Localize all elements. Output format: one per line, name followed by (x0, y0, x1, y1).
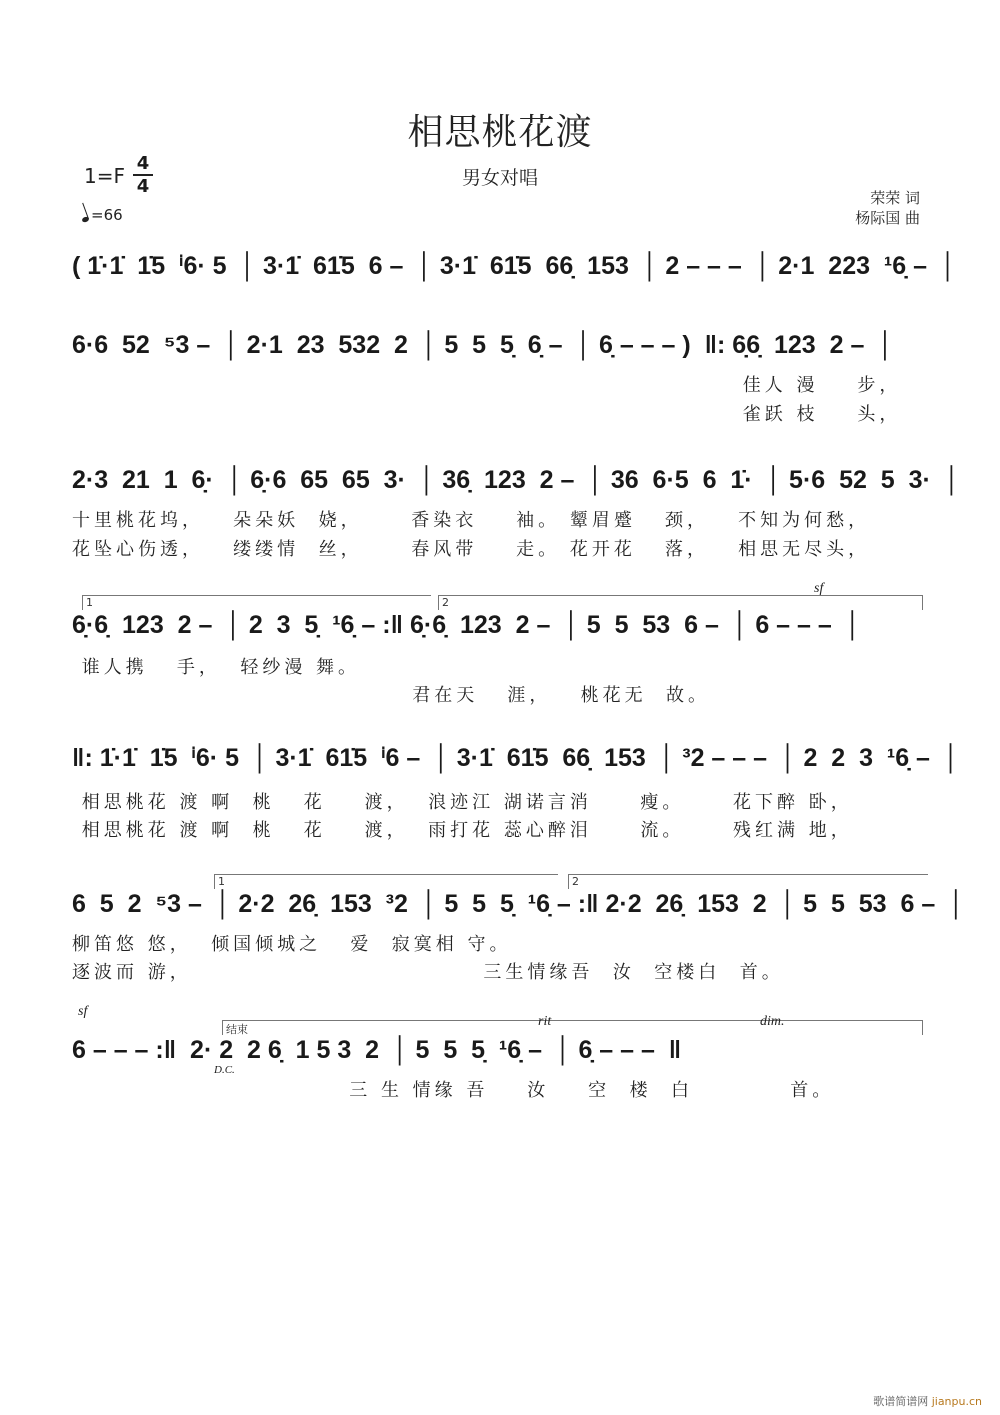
lyrics-verse-1: 柳笛悠 悠， 倾国倾城之 爱 寂寞相 守。 (72, 934, 512, 955)
score-line-6 (72, 875, 965, 983)
volta-1: 1 (214, 874, 558, 889)
time-sig-top: 4 (136, 153, 150, 174)
lyrics-verse-2: 花坠心伤透， 缕缕情 丝， 春风带 走。 花开花 落， 相思无尽头， (72, 539, 871, 560)
tempo-value: =66 (91, 206, 123, 224)
lyrics-verse-2: 逐波而 游， 三生情缘吾 汝 空楼白 首。 (72, 962, 784, 983)
tempo-marking (82, 206, 123, 224)
song-subtitle: 男女对唱 (461, 167, 538, 189)
lyricist: 荣荣 词 (870, 189, 920, 207)
lyrics-verse-2: 相思桃花 渡 啊 桃 花 渡， 雨打花 蕊心醉泪 流。 残红满 地， (72, 820, 853, 841)
time-signature (133, 154, 153, 196)
notation: 6̣·6̣ 123 2 – │ 2 3 5̣ ¹6̣ – :‖ 6̣·6̣ 123 2 – │ 5 5 53 6 – │ 6 – – – │ (72, 610, 862, 639)
time-sig-bottom: 4 (136, 176, 150, 197)
notation: 6 5 2 ⁵3 – │ 2·2 26̣ 153 ³2 │ 5 5 5̣ ¹6̣ – :‖ 2·2 26̣ 153 2 │ 5 5 53 6 – │ (72, 889, 965, 918)
watermark-url: jianpu.cn (931, 1395, 982, 1408)
dynamic-sf: sf (78, 1004, 88, 1019)
key-signature: 1=F (84, 164, 125, 188)
score-line-7 (72, 1004, 928, 1101)
dynamic-dim: dim. (760, 1014, 785, 1029)
notation: 6 – – – :‖ 2· 2 2 6̣ 1 5 3 2 │ 5 5 5̣ ¹6̣ – │ 6̣ – – – ‖ (72, 1035, 682, 1064)
score-line-5 (72, 738, 960, 841)
quarter-note-icon (81, 216, 89, 223)
composer: 杨际国 曲 (855, 209, 920, 227)
lyrics-verse-2: 君在天 涯， 桃花无 故。 (72, 685, 711, 706)
watermark (873, 1393, 982, 1409)
notation: ‖: 1̇·1̇ 1̇5 ⁱ6· 5 │ 3·1̇ 61̇5 ⁱ6 – │ 3·1̇ 61̇5 66̣ 153 │ ³2 – – – │ 2 2 3 ¹6̣ – │ (72, 744, 960, 772)
dynamic-sf: sf (814, 581, 824, 596)
tempo-rit: rit (538, 1014, 552, 1029)
score-line-4 (72, 581, 928, 706)
lyrics-verse-1: 佳人 漫 步， (72, 375, 902, 396)
watermark-site-name: 歌谱简谱网 (873, 1395, 929, 1408)
volta-2: 2 (438, 595, 923, 610)
lyrics-verse-2: 雀跃 枝 头， (72, 404, 902, 425)
da-capo: D.C. (214, 1064, 235, 1076)
notation: ( 1̇·1̇ 1̇5 ⁱ6· 5 │ 3·1̇ 61̇5 6 – │ 3·1̇ 61̇5 66̣ 153 │ 2 – – – │ 2·1 223 ¹6̣ – │ (72, 252, 957, 280)
lyrics-verse-1: 三 生 情缘 吾 汝 空 楼 白 首。 (252, 1080, 835, 1101)
notation: 2·3 21 1 6̣· │ 6̣·6 65 65 3· │ 36̣ 123 2 – │ 36 6·5 6 1̇· │ 5·6 52 5 3· │ (72, 465, 961, 494)
volta-2: 2 (568, 874, 928, 889)
score-line-3 (72, 460, 961, 560)
lyrics-verse-1: 十里桃花坞， 朵朵妖 娆， 香染衣 袖。 颦眉蹙 颈， 不知为何愁， (72, 510, 871, 531)
volta-ending: 结束 (222, 1020, 923, 1035)
song-title: 相思桃花渡 (407, 112, 593, 153)
score-line-2 (72, 325, 928, 425)
volta-1: 1 (82, 595, 431, 610)
lyrics-verse-1: 谁人携 手， 轻纱漫 舞。 (72, 657, 361, 678)
lyrics-verse-1: 相思桃花 渡 啊 桃 花 渡， 浪迹江 湖诺言消 瘦。 花下醉 卧， (72, 792, 853, 813)
score-line-1 (72, 246, 957, 286)
credits (855, 188, 920, 228)
notation: 6·6 52 ⁵3 – │ 2·1 23 532 2 │ 5 5 5̣ 6̣ – │ 6̣ – – – ) ‖: 6̣6̣ 123 2 – │ (72, 330, 894, 359)
